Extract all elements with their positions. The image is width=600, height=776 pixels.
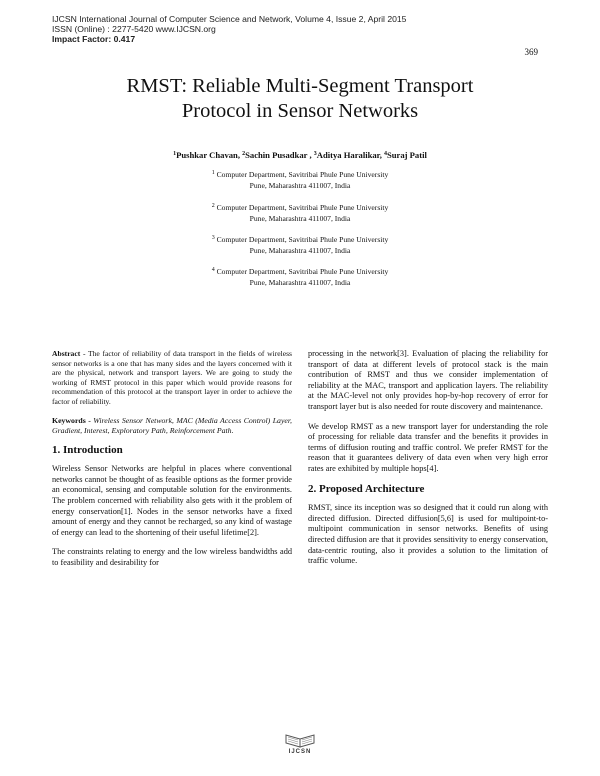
affiliation-1-line-2: Pune, Maharashtra 411007, India xyxy=(249,180,351,190)
footer-brand: IJCSN xyxy=(288,749,312,755)
affiliation-3-line-2: Pune, Maharashtra 411007, India xyxy=(249,245,351,255)
keywords-text: Wireless Sensor Network, MAC (Media Access Control) Layer, Gradient, Interest, Exploratory Path, Reinforcement Path. xyxy=(52,415,292,435)
affiliation-1 xyxy=(0,168,600,191)
author-3: Aditya Haralikar, xyxy=(316,150,384,160)
intro-paragraph-2: The constraints relating to energy and the low wireless bandwidths add to feasibility and desirability for xyxy=(52,547,292,567)
affiliation-4 xyxy=(0,265,600,288)
author-2: Sachin Pusadkar , xyxy=(245,150,314,160)
affiliation-2-line-1: Computer Department, Savitribai Phule Pune University xyxy=(216,203,389,212)
title-line-1: RMST: Reliable Multi-Segment Transport xyxy=(126,75,474,97)
affiliation-2-line-2: Pune, Maharashtra 411007, India xyxy=(249,213,351,223)
abstract-text: - The factor of reliability of data transport in the fields of wireless sensor networks is a one that has many sides and the layers concerned with it are the physical, network and transport layers. We are going to study the working of RMST protocol in this paper which would provide reasons for recommendation of this protocol at the transport layer in order to achieve the factor of reliability. xyxy=(52,349,292,406)
author-3-number: 3 xyxy=(313,151,317,157)
author-2-number: 2 xyxy=(242,151,246,157)
issn-line: ISSN (Online) : 2277-5420 www.IJCSN.org xyxy=(52,24,216,34)
affiliation-4-line-2: Pune, Maharashtra 411007, India xyxy=(249,277,351,287)
section-1-heading: 1. Introduction xyxy=(52,443,123,456)
affiliation-4-line-1: Computer Department, Savitribai Phule Pune University xyxy=(216,267,389,276)
author-list xyxy=(0,150,600,160)
affiliation-3-number: 3 xyxy=(211,235,215,241)
page-number: 369 xyxy=(524,47,538,57)
right-column xyxy=(308,349,548,576)
affiliation-3-line-1: Computer Department, Savitribai Phule Pune University xyxy=(216,235,389,244)
journal-name: IJCSN International Journal of Computer Science and Network, Volume 4, Issue 2, April 2015 xyxy=(52,14,407,24)
author-4-number: 4 xyxy=(384,151,387,157)
author-1: Pushkar Chavan, xyxy=(176,150,243,160)
footer xyxy=(0,733,600,755)
section-2-heading: 2. Proposed Architecture xyxy=(308,482,425,495)
affiliation-2 xyxy=(0,201,600,224)
book-logo-icon xyxy=(283,733,317,749)
impact-factor: Impact Factor: 0.417 xyxy=(52,34,136,44)
affiliation-1-number: 1 xyxy=(211,170,215,176)
right-paragraph-2: We develop RMST as a new transport layer for understanding the role of processing for reliable data transfer and the benefits it provides in terms of diffusion routing and traffic control. We prefer RMST for the reason that it guarantees delivery of data even when very high error rates are exhibited by multiple hops[4]. xyxy=(308,421,548,473)
keywords xyxy=(52,416,292,436)
left-column xyxy=(52,349,292,578)
affiliation-2-number: 2 xyxy=(211,203,215,209)
journal-header xyxy=(52,14,406,44)
affiliation-1-line-1: Computer Department, Savitribai Phule Pune University xyxy=(216,170,389,179)
affiliation-3 xyxy=(0,233,600,256)
architecture-paragraph-1: RMST, since its inception was so designed that it could run along with directed diffusion. Directed diffusion[5,6] is used for multipoint-to-multipoint communication in sensor networks. Benefits of using directed diffusion are that it provides sensitivity to energy conservation, data-centric routing, also it provides a solution to the limitation of traffic volume. xyxy=(308,503,548,566)
title-line-2: Protocol in Sensor Networks xyxy=(181,100,419,122)
author-1-number: 1 xyxy=(173,151,177,157)
affiliation-4-number: 4 xyxy=(211,267,215,273)
abstract xyxy=(52,349,292,407)
intro-paragraph-1: Wireless Sensor Networks are helpful in places where conventional networks cannot be thought of as feasible options as the former provide an economical, sensing and computable solution for the environments. The problem concerned with reliability also gets with it the problem of energy conservation[1]. Nodes in the sensor networks have a fixed amount of energy and they cannot be recharged, so any kind of wastage of energy can lead to the shortening of their useful lifetime[2]. xyxy=(52,464,292,537)
abstract-label: Abstract xyxy=(52,349,81,358)
keywords-label: Keywords - xyxy=(52,415,91,425)
right-paragraph-1: processing in the network[3]. Evaluation of placing the reliability for transport of data at different levels of protocol stack is the main contribution of RMST and thus we consider implementation of reliability at the MAC, transport and application layers. The reliability at the MAC-level not only provides hop-by-hop recovery of error for transport layer but is also needed for route discovery and maintenance. xyxy=(308,349,548,411)
paper-title xyxy=(0,74,600,124)
author-4: Suraj Patil xyxy=(387,150,427,160)
